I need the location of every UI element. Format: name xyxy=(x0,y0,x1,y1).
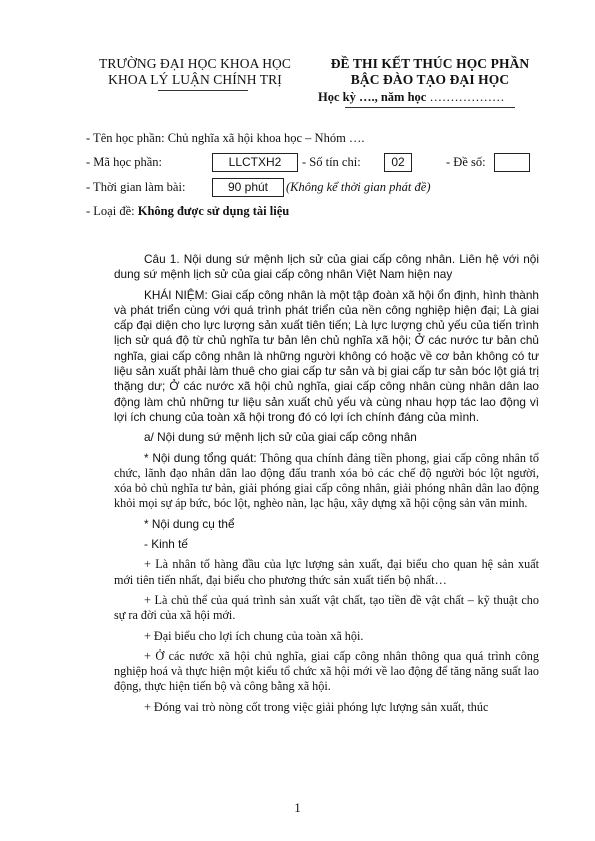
semester-line xyxy=(318,90,558,105)
specific-heading: * Nội dung cụ thể xyxy=(144,516,235,531)
general-text: Thông qua chính đảng tiền phong, giai cấp công nhân tổ chức, lãnh đạo nhân dân lao động đấu tranh xóa bỏ các chế độ người bóc lột người, xóa bỏ chủ nghĩa tư bản, giải phóng giai cấp công nhân, giải phóng nhân dân lao động khỏi mọi sự áp bức, bóc lột, nghèo nàn, lạc hậu, xây dựng xã hội cộng sản văn minh. xyxy=(114,450,539,511)
course-code-label: - Mã học phần: xyxy=(86,155,163,169)
exam-type-row xyxy=(86,204,289,219)
concept-paragraph: KHÁI NIỆM: Giai cấp công nhân là một tập đoàn xã hội ổn định, hình thành và phát triển cùng với quá trình phát triển của nền công nghiệp hiện đại; Là giai cấp đại diện cho lực lượng sản xuất tiên tiến; Là lực lượng chủ yếu của tiến trình lịch sử quá độ từ chủ nghĩa tư bản lên chủ nghĩa xã hội; Ở các nước tư bản chủ nghĩa, giai cấp công nhân là những người không có hoặc về cơ bản không có tư liệu sản xuất phải làm thuê cho giai cấp tư sản và bị giai cấp tư sản bóc lột giá trị thặng dư; Ở các nước xã hội chủ nghĩa, giai cấp công nhân cùng nhân dân lao động làm chủ những tư liệu sản xuất chủ yếu và cùng nhau hợp tác lao động vì lợi ích chung của toàn xã hội trong đó có lợi ích chính đáng của mình. xyxy=(114,287,539,424)
exam-title: ĐỀ THI KẾT THÚC HỌC PHẦN xyxy=(330,56,530,71)
general-label: * Nội dung tổng quát: xyxy=(144,450,257,465)
exam-content xyxy=(114,252,539,715)
exam-underline xyxy=(345,107,515,108)
faculty-name: KHOA LÝ LUẬN CHÍNH TRỊ xyxy=(108,72,282,87)
question-1: Câu 1. Nội dung sứ mệnh lịch sử của giai cấp công nhân. Liên hệ với nội dung sứ mệnh lịch sử của giai cấp công nhân Việt Nam hiện nay xyxy=(114,252,539,282)
economic-item-5: + Đóng vai trò nòng cốt trong việc giải phóng lực lượng sản xuất, thúc xyxy=(144,699,489,714)
economic-item-3: + Đại biểu cho lợi ích chung của toàn xã hội. xyxy=(144,628,364,643)
semester-blank: ……………… xyxy=(429,90,505,104)
exam-level: BẬC ĐÀO TẠO ĐẠI HỌC xyxy=(350,72,510,87)
faculty-underline xyxy=(158,90,248,91)
economic-item-4: + Ở các nước xã hội chủ nghĩa, giai cấp công nhân thông qua quá trình công nghiệp hoá và thực hiện một kiểu tổ chức xã hội mới về lao động để tăng năng suất lao động, thực hiện tiến bộ và công bằng xã hội. xyxy=(114,648,539,694)
economic-item-2: + Là chủ thể của quá trình sản xuất vật chất, tạo tiền đề vật chất – kỹ thuật cho sự ra đời của xã hội mới. xyxy=(114,592,539,623)
course-name-row: - Tên học phần: Chủ nghĩa xã hội khoa học – Nhóm …. xyxy=(86,131,365,145)
exam-number-label: - Đề số: xyxy=(446,155,486,169)
page-number: 1 xyxy=(294,800,301,815)
exam-type-label: - Loại đề: xyxy=(86,204,135,218)
duration-box: 90 phút xyxy=(212,178,284,197)
credits-label: - Số tín chỉ: xyxy=(302,155,361,169)
economic-heading: - Kinh tế xyxy=(144,537,188,552)
duration-label: - Thời gian làm bài: xyxy=(86,180,186,194)
university-name: TRƯỜNG ĐẠI HỌC KHOA HỌC xyxy=(98,56,292,71)
credits-box: 02 xyxy=(384,153,412,172)
duration-note: (Không kể thời gian phát đề) xyxy=(286,180,431,194)
semester-label: Học kỳ …., năm học xyxy=(318,90,427,104)
general-content xyxy=(114,451,539,512)
exam-number-box xyxy=(494,153,530,172)
course-code-box: LLCTXH2 xyxy=(212,153,298,172)
section-a-heading: a/ Nội dung sứ mệnh lịch sử của giai cấp công nhân xyxy=(144,430,417,445)
economic-item-1: + Là nhân tố hàng đầu của lực lượng sản xuất, đại biểu cho quan hệ sản xuất mới tiên tiến nhất, đại biểu cho phương thức sản xuất tiến bộ nhất… xyxy=(114,557,539,587)
exam-type-value: Không được sử dụng tài liệu xyxy=(137,204,290,218)
